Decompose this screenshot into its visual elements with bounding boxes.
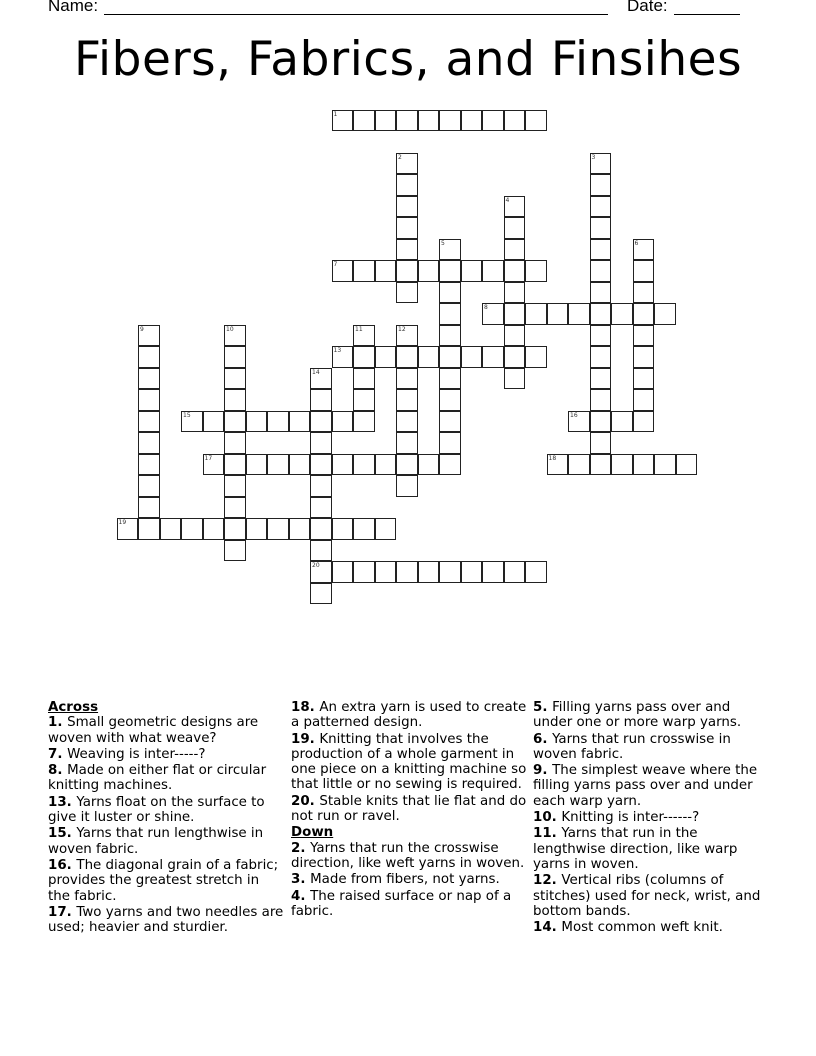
grid-cell[interactable] xyxy=(590,217,612,239)
grid-cell[interactable] xyxy=(439,346,461,368)
grid-cell[interactable] xyxy=(633,389,655,411)
grid-cell[interactable] xyxy=(525,110,547,132)
name-label: Name: xyxy=(48,0,99,15)
grid-cell[interactable] xyxy=(224,475,246,497)
clue-item: 17. Two yarns and two needles are used; heavier and sturdier. xyxy=(48,904,284,936)
grid-cell[interactable] xyxy=(590,174,612,196)
grid-cell[interactable] xyxy=(375,561,397,583)
grid-cell[interactable] xyxy=(482,561,504,583)
grid-cell[interactable] xyxy=(353,260,375,282)
grid-cell[interactable] xyxy=(332,454,354,476)
grid-cell[interactable] xyxy=(418,346,440,368)
clue-item: 15. Yarns that run lengthwise in woven fabric. xyxy=(48,826,264,857)
grid-cell[interactable] xyxy=(439,389,461,411)
grid-cell[interactable] xyxy=(289,454,311,476)
clue-item: 20. Stable knits that lie flat and do not run or ravel. xyxy=(291,793,527,825)
grid-cell[interactable] xyxy=(590,153,612,175)
clue-item: 7. Weaving is inter-----? xyxy=(48,746,206,762)
grid-cell[interactable] xyxy=(590,303,612,325)
grid-cell[interactable] xyxy=(138,432,160,454)
grid-cell[interactable] xyxy=(396,282,418,304)
clue-item: 10. Knitting is inter------? xyxy=(533,810,700,826)
grid-cell[interactable] xyxy=(590,282,612,304)
grid-cell[interactable] xyxy=(332,260,354,282)
clue-item: 2. Yarns that run the crosswise direction, like weft yarns in woven. xyxy=(291,840,525,871)
grid-cell[interactable] xyxy=(310,389,332,411)
grid-cell[interactable] xyxy=(633,282,655,304)
grid-cell[interactable] xyxy=(203,454,225,476)
grid-cell[interactable] xyxy=(310,518,332,540)
grid-cell[interactable] xyxy=(353,368,375,390)
grid-cell[interactable] xyxy=(396,325,418,347)
grid-cell[interactable] xyxy=(590,325,612,347)
grid-cell[interactable] xyxy=(138,475,160,497)
grid-cell[interactable] xyxy=(117,518,139,540)
grid-cell[interactable] xyxy=(246,454,268,476)
clue-number: 1 xyxy=(333,110,338,118)
grid-cell[interactable] xyxy=(332,411,354,433)
grid-cell[interactable] xyxy=(439,110,461,132)
clue-item: 6. Yarns that run crosswise in woven fabric. xyxy=(533,731,731,762)
grid-cell[interactable] xyxy=(633,411,655,433)
grid-cell[interactable] xyxy=(224,497,246,519)
grid-cell[interactable] xyxy=(396,389,418,411)
grid-cell[interactable] xyxy=(590,389,612,411)
grid-cell[interactable] xyxy=(439,260,461,282)
grid-cell[interactable] xyxy=(590,346,612,368)
grid-cell[interactable] xyxy=(418,561,440,583)
clue-number: 15 xyxy=(183,411,191,419)
clue-column-1 xyxy=(48,700,284,936)
grid-cell[interactable] xyxy=(396,196,418,218)
grid-cell[interactable] xyxy=(439,411,461,433)
grid-cell[interactable] xyxy=(482,303,504,325)
grid-cell[interactable] xyxy=(633,346,655,368)
clue-item: 9. The simplest weave where the filling yarns pass over and under each warp yarn. xyxy=(533,763,758,809)
grid-cell[interactable] xyxy=(633,303,655,325)
grid-cell[interactable] xyxy=(224,368,246,390)
grid-cell[interactable] xyxy=(224,389,246,411)
grid-cell[interactable] xyxy=(310,432,332,454)
grid-cell[interactable] xyxy=(181,518,203,540)
clue-number: 20 xyxy=(312,562,320,569)
grid-cell[interactable] xyxy=(310,561,332,583)
grid-cell[interactable] xyxy=(353,389,375,411)
clue-number: 3 xyxy=(591,153,596,161)
grid-cell[interactable] xyxy=(160,518,182,540)
grid-cell[interactable] xyxy=(525,260,547,282)
grid-cell[interactable] xyxy=(353,518,375,540)
grid-cell[interactable] xyxy=(633,368,655,390)
grid-cell[interactable] xyxy=(289,411,311,433)
grid-cell[interactable] xyxy=(375,518,397,540)
grid-cell[interactable] xyxy=(504,260,526,282)
grid-cell[interactable] xyxy=(461,260,483,282)
grid-cell[interactable] xyxy=(267,411,289,433)
grid-cell[interactable] xyxy=(375,454,397,476)
grid-cell[interactable] xyxy=(525,303,547,325)
clue-item: 16. The diagonal grain of a fabric; provides the greatest stretch in the fabric. xyxy=(48,857,279,904)
grid-cell[interactable] xyxy=(332,518,354,540)
grid-cell[interactable] xyxy=(310,368,332,390)
grid-cell[interactable] xyxy=(375,260,397,282)
grid-cell[interactable] xyxy=(396,110,418,132)
grid-cell[interactable] xyxy=(353,454,375,476)
grid-cell[interactable] xyxy=(224,411,246,433)
grid-cell[interactable] xyxy=(439,303,461,325)
clue-number: 18 xyxy=(548,454,557,462)
grid-cell[interactable] xyxy=(590,411,612,433)
grid-cell[interactable] xyxy=(504,368,526,390)
clue-number: 9 xyxy=(140,325,144,333)
grid-cell[interactable] xyxy=(203,518,225,540)
grid-cell[interactable] xyxy=(138,518,160,540)
grid-cell[interactable] xyxy=(353,411,375,433)
grid-cell[interactable] xyxy=(353,561,375,583)
clue-number: 12 xyxy=(398,325,406,333)
grid-cell[interactable] xyxy=(353,346,375,368)
grid-cell[interactable] xyxy=(590,432,612,454)
clue-number: 10 xyxy=(226,325,234,333)
grid-cell[interactable] xyxy=(482,260,504,282)
grid-cell[interactable] xyxy=(633,454,655,476)
clue-item: 5. Filling yarns pass over and under one or more warp yarns. xyxy=(533,700,742,731)
grid-cell[interactable] xyxy=(138,389,160,411)
grid-cell[interactable] xyxy=(547,303,569,325)
clue-number: 16 xyxy=(570,411,578,419)
grid-cell[interactable] xyxy=(332,561,354,583)
grid-cell[interactable] xyxy=(568,303,590,325)
grid-cell[interactable] xyxy=(504,110,526,132)
clue-item: 13. Yarns float on the surface to give it luster or shine. xyxy=(48,794,265,826)
grid-cell[interactable] xyxy=(224,432,246,454)
clue-column-2 xyxy=(291,700,527,920)
down-heading: Down xyxy=(291,825,334,841)
grid-cell[interactable] xyxy=(138,346,160,368)
grid-cell[interactable] xyxy=(224,454,246,476)
grid-cell[interactable] xyxy=(246,411,268,433)
grid-cell[interactable] xyxy=(289,518,311,540)
grid-cell[interactable] xyxy=(396,346,418,368)
clue-number: 13 xyxy=(333,347,342,354)
grid-cell[interactable] xyxy=(590,368,612,390)
grid-cell[interactable] xyxy=(396,432,418,454)
clue-item: 4. The raised surface or nap of a fabric. xyxy=(291,888,512,919)
page-title: Fibers, Fabrics, and Finsihes xyxy=(73,32,743,87)
clue-item: 1. Small geometric designs are woven with what weave? xyxy=(48,715,259,746)
grid-cell[interactable] xyxy=(138,368,160,390)
grid-cell[interactable] xyxy=(310,497,332,519)
clue-number: 14 xyxy=(312,368,320,376)
grid-cell[interactable] xyxy=(439,239,461,261)
grid-cell[interactable] xyxy=(633,239,655,261)
clue-number: 6 xyxy=(634,239,639,247)
grid-cell[interactable] xyxy=(310,411,332,433)
grid-cell[interactable] xyxy=(590,260,612,282)
grid-cell[interactable] xyxy=(633,260,655,282)
grid-cell[interactable] xyxy=(353,325,375,347)
clue-number: 19 xyxy=(118,519,127,526)
across-heading: Across xyxy=(48,700,99,715)
grid-cell[interactable] xyxy=(396,174,418,196)
clue-item: 18. An extra yarn is used to create a patterned design. xyxy=(291,700,527,731)
grid-cell[interactable] xyxy=(375,110,397,132)
clue-item: 19. Knitting that involves the production of a whole garment in one piece on a knitting machine so that little or no sewing is required. xyxy=(291,731,527,793)
grid-cell[interactable] xyxy=(611,303,633,325)
grid-cell[interactable] xyxy=(568,454,590,476)
grid-cell[interactable] xyxy=(676,454,698,476)
clue-item: 12. Vertical ribs (columns of stitches) used for neck, wrist, and bottom bands. xyxy=(533,873,761,919)
clue-item: 14. Most common weft knit. xyxy=(533,920,723,936)
grid-cell[interactable] xyxy=(418,260,440,282)
grid-cell[interactable] xyxy=(654,303,676,325)
grid-cell[interactable] xyxy=(504,239,526,261)
clue-item: 8. Made on either flat or circular knitting machines. xyxy=(48,763,267,794)
grid-cell[interactable] xyxy=(396,475,418,497)
grid-cell[interactable] xyxy=(396,561,418,583)
grid-cell[interactable] xyxy=(590,454,612,476)
grid-cell[interactable] xyxy=(203,411,225,433)
grid-cell[interactable] xyxy=(611,454,633,476)
grid-cell[interactable] xyxy=(310,475,332,497)
grid-cell[interactable] xyxy=(504,346,526,368)
grid-cell[interactable] xyxy=(418,110,440,132)
grid-cell[interactable] xyxy=(138,325,160,347)
grid-cell[interactable] xyxy=(310,583,332,605)
grid-cell[interactable] xyxy=(439,282,461,304)
grid-cell[interactable] xyxy=(396,239,418,261)
grid-cell[interactable] xyxy=(461,346,483,368)
grid-cell[interactable] xyxy=(138,497,160,519)
grid-cell[interactable] xyxy=(439,368,461,390)
grid-cell[interactable] xyxy=(525,346,547,368)
grid-cell[interactable] xyxy=(482,346,504,368)
grid-cell[interactable] xyxy=(504,325,526,347)
clue-number: 11 xyxy=(355,325,363,333)
clue-number: 2 xyxy=(398,153,402,161)
grid-cell[interactable] xyxy=(590,239,612,261)
grid-cell[interactable] xyxy=(439,561,461,583)
grid-cell[interactable] xyxy=(267,454,289,476)
clue-number: 8 xyxy=(484,304,488,311)
grid-cell[interactable] xyxy=(439,432,461,454)
grid-cell[interactable] xyxy=(224,518,246,540)
grid-cell[interactable] xyxy=(547,454,569,476)
grid-cell[interactable] xyxy=(310,540,332,562)
grid-cell[interactable] xyxy=(654,454,676,476)
grid-cell[interactable] xyxy=(246,518,268,540)
grid-cell[interactable] xyxy=(439,454,461,476)
grid-cell[interactable] xyxy=(568,411,590,433)
grid-cell[interactable] xyxy=(181,411,203,433)
grid-cell[interactable] xyxy=(396,153,418,175)
clue-item: 3. Made from fibers, not yarns. xyxy=(291,872,500,888)
grid-cell[interactable] xyxy=(310,454,332,476)
grid-cell[interactable] xyxy=(461,110,483,132)
grid-cell[interactable] xyxy=(633,325,655,347)
grid-cell[interactable] xyxy=(611,411,633,433)
clue-item: 11. Yarns that run in the lengthwise direction, like warp yarns in woven. xyxy=(533,826,738,872)
grid-cell[interactable] xyxy=(525,561,547,583)
grid-cell[interactable] xyxy=(396,368,418,390)
clue-number: 5 xyxy=(441,239,445,247)
grid-cell[interactable] xyxy=(224,346,246,368)
grid-cell[interactable] xyxy=(504,561,526,583)
grid-cell[interactable] xyxy=(504,196,526,218)
grid-cell[interactable] xyxy=(396,217,418,239)
clue-column-3 xyxy=(533,700,769,936)
grid-cell[interactable] xyxy=(332,346,354,368)
grid-cell[interactable] xyxy=(590,196,612,218)
grid-cell[interactable] xyxy=(332,110,354,132)
grid-cell[interactable] xyxy=(353,110,375,132)
grid-cell[interactable] xyxy=(224,540,246,562)
grid-cell[interactable] xyxy=(504,303,526,325)
grid-cell[interactable] xyxy=(375,346,397,368)
grid-cell[interactable] xyxy=(138,454,160,476)
grid-cell[interactable] xyxy=(482,110,504,132)
grid-cell[interactable] xyxy=(138,411,160,433)
grid-cell[interactable] xyxy=(461,561,483,583)
grid-cell[interactable] xyxy=(439,325,461,347)
clue-number: 17 xyxy=(204,454,213,462)
clue-number: 4 xyxy=(505,196,510,204)
grid-cell[interactable] xyxy=(418,454,440,476)
grid-cell[interactable] xyxy=(396,260,418,282)
grid-cell[interactable] xyxy=(267,518,289,540)
grid-cell[interactable] xyxy=(396,454,418,476)
clue-number: 7 xyxy=(333,261,338,268)
grid-cell[interactable] xyxy=(504,217,526,239)
grid-cell[interactable] xyxy=(396,411,418,433)
grid-cell[interactable] xyxy=(504,282,526,304)
date-label: Date: xyxy=(627,0,668,15)
grid-cell[interactable] xyxy=(224,325,246,347)
